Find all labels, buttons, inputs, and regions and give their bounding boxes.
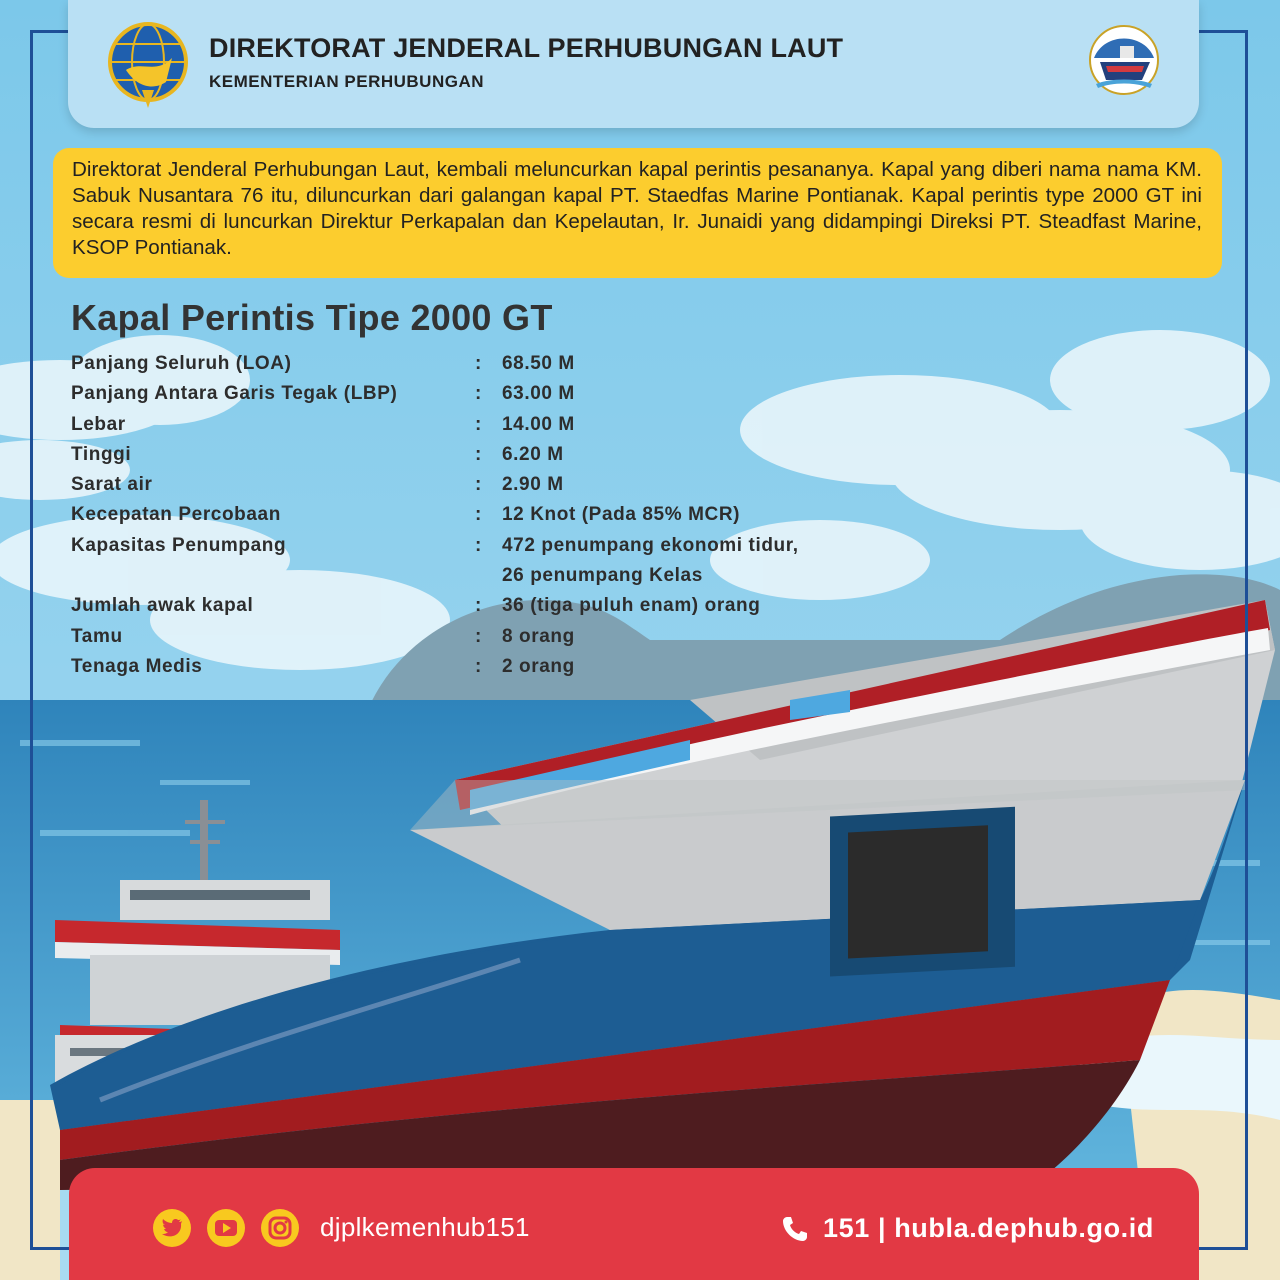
instagram-icon[interactable]: [260, 1208, 300, 1248]
spec-row: [71, 592, 871, 622]
spec-value: 26 penumpang Kelas: [502, 565, 703, 587]
header-banner: [68, 0, 1199, 128]
spec-label: Panjang Seluruh (LOA): [71, 353, 292, 374]
spec-row: [71, 380, 871, 410]
spec-label: Kecepatan Percobaan: [71, 504, 281, 526]
header-subtitle: KEMENTERIAN PERHUBUNGAN: [209, 72, 485, 91]
spec-value: 8 orang: [502, 625, 575, 647]
spec-colon: :: [475, 625, 482, 647]
footer-bar: [69, 1168, 1199, 1280]
phone-icon: [781, 1215, 809, 1243]
spec-value: 2 orang: [502, 655, 575, 677]
spec-label: Lebar: [71, 413, 126, 435]
spec-value: 6.20 M: [502, 443, 564, 465]
spec-label: Tamu: [71, 625, 123, 647]
spec-row: [71, 411, 871, 441]
spec-value: 68.50 M: [502, 353, 575, 374]
spec-colon: :: [475, 595, 482, 617]
spec-colon: :: [475, 353, 482, 374]
spec-label: Jumlah awak kapal: [71, 595, 254, 617]
spec-colon: :: [475, 504, 482, 526]
spec-colon: :: [475, 413, 482, 435]
spec-value: 36 (tiga puluh enam) orang: [502, 595, 761, 617]
social-handle[interactable]: djplkemenhub151: [320, 1212, 530, 1242]
ministry-globe-emblem-icon: [106, 20, 190, 110]
spec-colon: :: [475, 534, 482, 556]
info-paragraph: Direktorat Jenderal Perhubungan Laut, kembali meluncurkan kapal perintis pesananya. Kapal yang diberi nama nama KM. Sabuk Nusantara 76 itu, diluncurkan dari galangan kapal PT. Staedfas Marine Pontianak. Kapal perintis type 2000 GT ini secara resmi di luncurkan Direktur Perkapalan dan Kepelautan, Ir. Junaidi yang didampingi Direksi PT. Steadfast Marine, KSOP Pontianak.: [72, 158, 1202, 259]
spec-table: [71, 350, 871, 683]
contact-info[interactable]: 151 | hubla.dephub.go.id: [823, 1213, 1154, 1243]
header-title: DIREKTORAT JENDERAL PERHUBUNGAN LAUT: [209, 33, 844, 63]
spec-title: Kapal Perintis Tipe 2000 GT: [71, 297, 553, 338]
spec-colon: :: [475, 655, 482, 677]
spec-row: [71, 532, 871, 562]
ship-badge-logo-icon: [1080, 22, 1168, 102]
spec-label: Panjang Antara Garis Tegak (LBP): [71, 383, 398, 405]
spec-value: 2.90 M: [502, 474, 564, 496]
spec-row: [71, 562, 871, 592]
spec-value: 12 Knot (Pada 85% MCR): [502, 504, 741, 526]
youtube-icon[interactable]: [206, 1208, 246, 1248]
spec-colon: :: [475, 383, 482, 405]
spec-row: [71, 441, 871, 471]
spec-row: [71, 350, 871, 380]
spec-value: 14.00 M: [502, 413, 575, 435]
twitter-icon[interactable]: [152, 1208, 192, 1248]
spec-label: Tinggi: [71, 443, 132, 465]
spec-label: Kapasitas Penumpang: [71, 534, 287, 556]
spec-row: [71, 623, 871, 653]
spec-colon: :: [475, 443, 482, 465]
spec-value: 63.00 M: [502, 383, 575, 405]
spec-colon: :: [475, 474, 482, 496]
spec-row: [71, 501, 871, 531]
info-box: [53, 148, 1222, 278]
spec-row: [71, 653, 871, 683]
spec-value: 472 penumpang ekonomi tidur,: [502, 534, 799, 556]
spec-label: Sarat air: [71, 474, 153, 496]
spec-row: [71, 471, 871, 501]
spec-label: Tenaga Medis: [71, 655, 203, 677]
